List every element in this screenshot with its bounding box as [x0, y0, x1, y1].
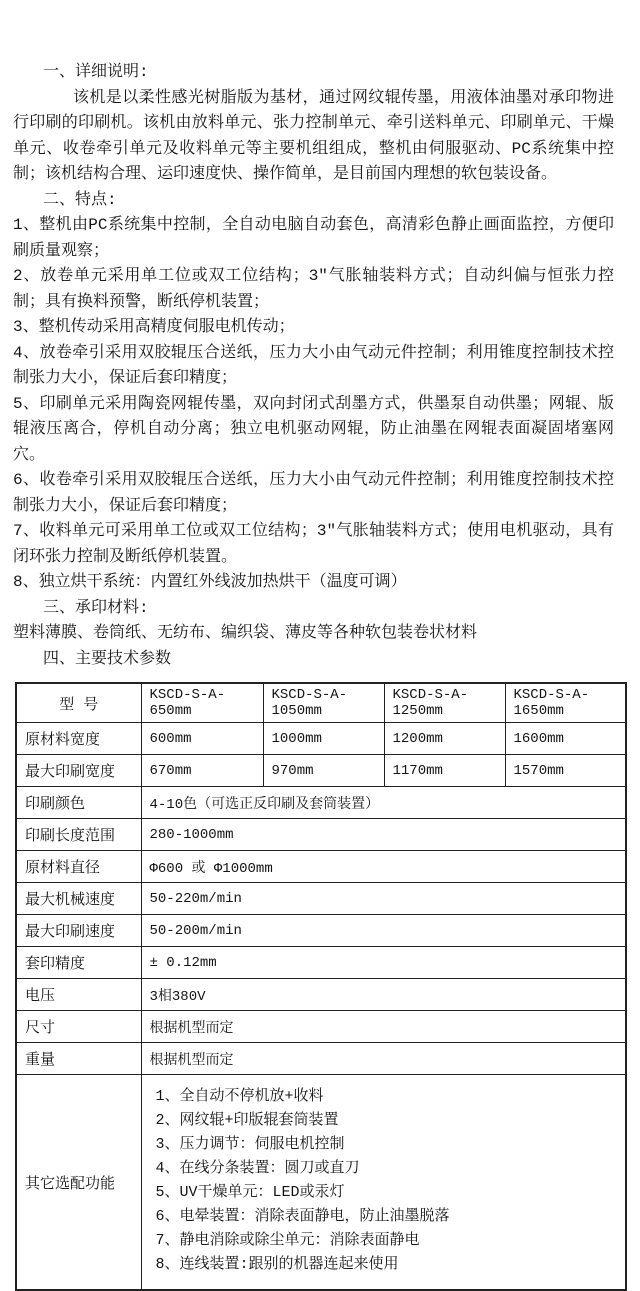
- table-row-print-length: [16, 819, 626, 851]
- cell-value: 根据机型而定: [141, 1043, 626, 1075]
- table-row-voltage: [16, 979, 626, 1011]
- row-label: 其它选配功能: [16, 1075, 141, 1291]
- options-cell: [141, 1075, 626, 1291]
- cell-value: Φ600 或 Φ1000mm: [141, 851, 626, 883]
- section-heading-detail: 一、详细说明:: [43, 63, 149, 81]
- table-row-print-colors: [16, 787, 626, 819]
- feature-item-6: 6、收卷牵引采用双胶辊压合送纸，压力大小由气动元件控制；利用锥度控制技术控制张力大小，保证后套印精度；: [13, 471, 614, 515]
- cell-value: 根据机型而定: [141, 1011, 626, 1043]
- cell-value: 1570mm: [505, 755, 626, 787]
- cell-value: 600mm: [141, 723, 263, 755]
- option-item-8: 8、连线装置:跟别的机器连起来使用: [155, 1256, 399, 1273]
- cell-value: 50-220m/min: [141, 883, 626, 915]
- row-label: 最大印刷宽度: [16, 755, 141, 787]
- row-label: 原材料宽度: [16, 723, 141, 755]
- cell-value: 670mm: [141, 755, 263, 787]
- model-name-3: KSCD-S-A-1250mm: [384, 683, 505, 723]
- table-row-material-width: [16, 723, 626, 755]
- table-row-material-diameter: [16, 851, 626, 883]
- table-row-max-print-speed: [16, 915, 626, 947]
- option-item-6: 6、电晕装置：消除表面静电，防止油墨脱落: [155, 1208, 450, 1225]
- row-label: 尺寸: [16, 1011, 141, 1043]
- table-row-weight: [16, 1043, 626, 1075]
- option-item-1: 1、全自动不停机放+收料: [155, 1088, 324, 1105]
- feature-item-3: 3、整机传动采用高精度伺服电机传动；: [13, 318, 295, 336]
- cell-value: 280-1000mm: [141, 819, 626, 851]
- row-label: 套印精度: [16, 947, 141, 979]
- table-row-options: [16, 1075, 626, 1291]
- option-item-7: 7、静电消除或除尘单元：消除表面静电: [155, 1232, 420, 1249]
- row-label: 印刷颜色: [16, 787, 141, 819]
- cell-value: 4-10色（可选正反印刷及套筒装置）: [141, 787, 626, 819]
- document-body: [13, 60, 614, 672]
- table-row-max-mech-speed: [16, 883, 626, 915]
- row-label: 印刷长度范围: [16, 819, 141, 851]
- materials-line: 塑料薄膜、卷筒纸、无纺布、编织袋、薄皮等各种软包装卷状材料: [13, 624, 478, 642]
- table-row-dimensions: [16, 1011, 626, 1043]
- model-name-1: KSCD-S-A-650mm: [141, 683, 263, 723]
- row-label: 电压: [16, 979, 141, 1011]
- intro-paragraph: 该机是以柔性感光树脂版为基材，通过网纹辊传墨，用液体油墨对承印物进行印刷的印刷机。该机由放料单元、张力控制单元、牵引送料单元、印刷单元、干燥单元、收卷牵引单元及收料单元等主要机组组成，整机由伺服驱动、PC系统集中控制；该机结构合理、运印速度快、操作简单，是目前国内理想的软包装设备。: [13, 88, 614, 183]
- feature-item-7: 7、收料单元可采用单工位或双工位结构；3″气胀轴装料方式；使用电机驱动，具有闭环张力控制及断纸停机装置。: [13, 522, 614, 566]
- section-heading-materials: 三、承印材料:: [43, 598, 149, 617]
- option-item-4: 4、在线分条装置：圆刀或直刀: [155, 1160, 360, 1177]
- cell-value: 970mm: [263, 755, 384, 787]
- model-name-2: KSCD-S-A-1050mm: [263, 683, 384, 723]
- cell-value: ± 0.12mm: [141, 947, 626, 979]
- row-label: 最大机械速度: [16, 883, 141, 915]
- section-heading-features: 二、特点:: [43, 190, 117, 209]
- cell-value: 50-200m/min: [141, 915, 626, 947]
- feature-item-2: 2、放卷单元采用单工位或双工位结构；3″气胀轴装料方式；自动纠偏与恒张力控制；具有换料预警，断纸停机装置；: [13, 267, 614, 311]
- row-label: 原材料直径: [16, 851, 141, 883]
- model-name-4: KSCD-S-A-1650mm: [505, 683, 626, 723]
- section-heading-parameters: 四、主要技术参数: [43, 649, 172, 668]
- feature-item-8: 8、独立烘干系统：内置红外线波加热烘干（温度可调）: [13, 573, 407, 591]
- feature-item-4: 4、放卷牵引采用双胶辊压合送纸，压力大小由气动元件控制；利用锥度控制技术控制张力大小，保证后套印精度；: [13, 343, 614, 387]
- table-row-max-print-width: [16, 755, 626, 787]
- feature-item-5: 5、印刷单元采用陶瓷网辊传墨，双向封闭式刮墨方式，供墨泵自动供墨；网辊、版辊液压离合，停机自动分离；独立电机驱动网辊，防止油墨在网辊表面凝固堵塞网穴。: [13, 394, 614, 464]
- table-row-register-accuracy: [16, 947, 626, 979]
- option-item-3: 3、压力调节：伺服电机控制: [155, 1136, 345, 1153]
- cell-value: 1170mm: [384, 755, 505, 787]
- feature-item-1: 1、整机由PC系统集中控制，全自动电脑自动套色，高清彩色静止画面监控，方便印刷质量观察；: [13, 216, 614, 260]
- table-row-model: [16, 683, 626, 723]
- spec-table: [15, 682, 627, 1291]
- cell-value: 1200mm: [384, 723, 505, 755]
- option-item-5: 5、UV干燥单元：LED或汞灯: [155, 1184, 345, 1201]
- option-item-2: 2、网纹辊+印版辊套筒装置: [155, 1112, 339, 1129]
- cell-value: 3相380V: [141, 979, 626, 1011]
- cell-value: 1600mm: [505, 723, 626, 755]
- model-row-label: 型 号: [16, 683, 141, 723]
- row-label: 重量: [16, 1043, 141, 1075]
- row-label: 最大印刷速度: [16, 915, 141, 947]
- cell-value: 1000mm: [263, 723, 384, 755]
